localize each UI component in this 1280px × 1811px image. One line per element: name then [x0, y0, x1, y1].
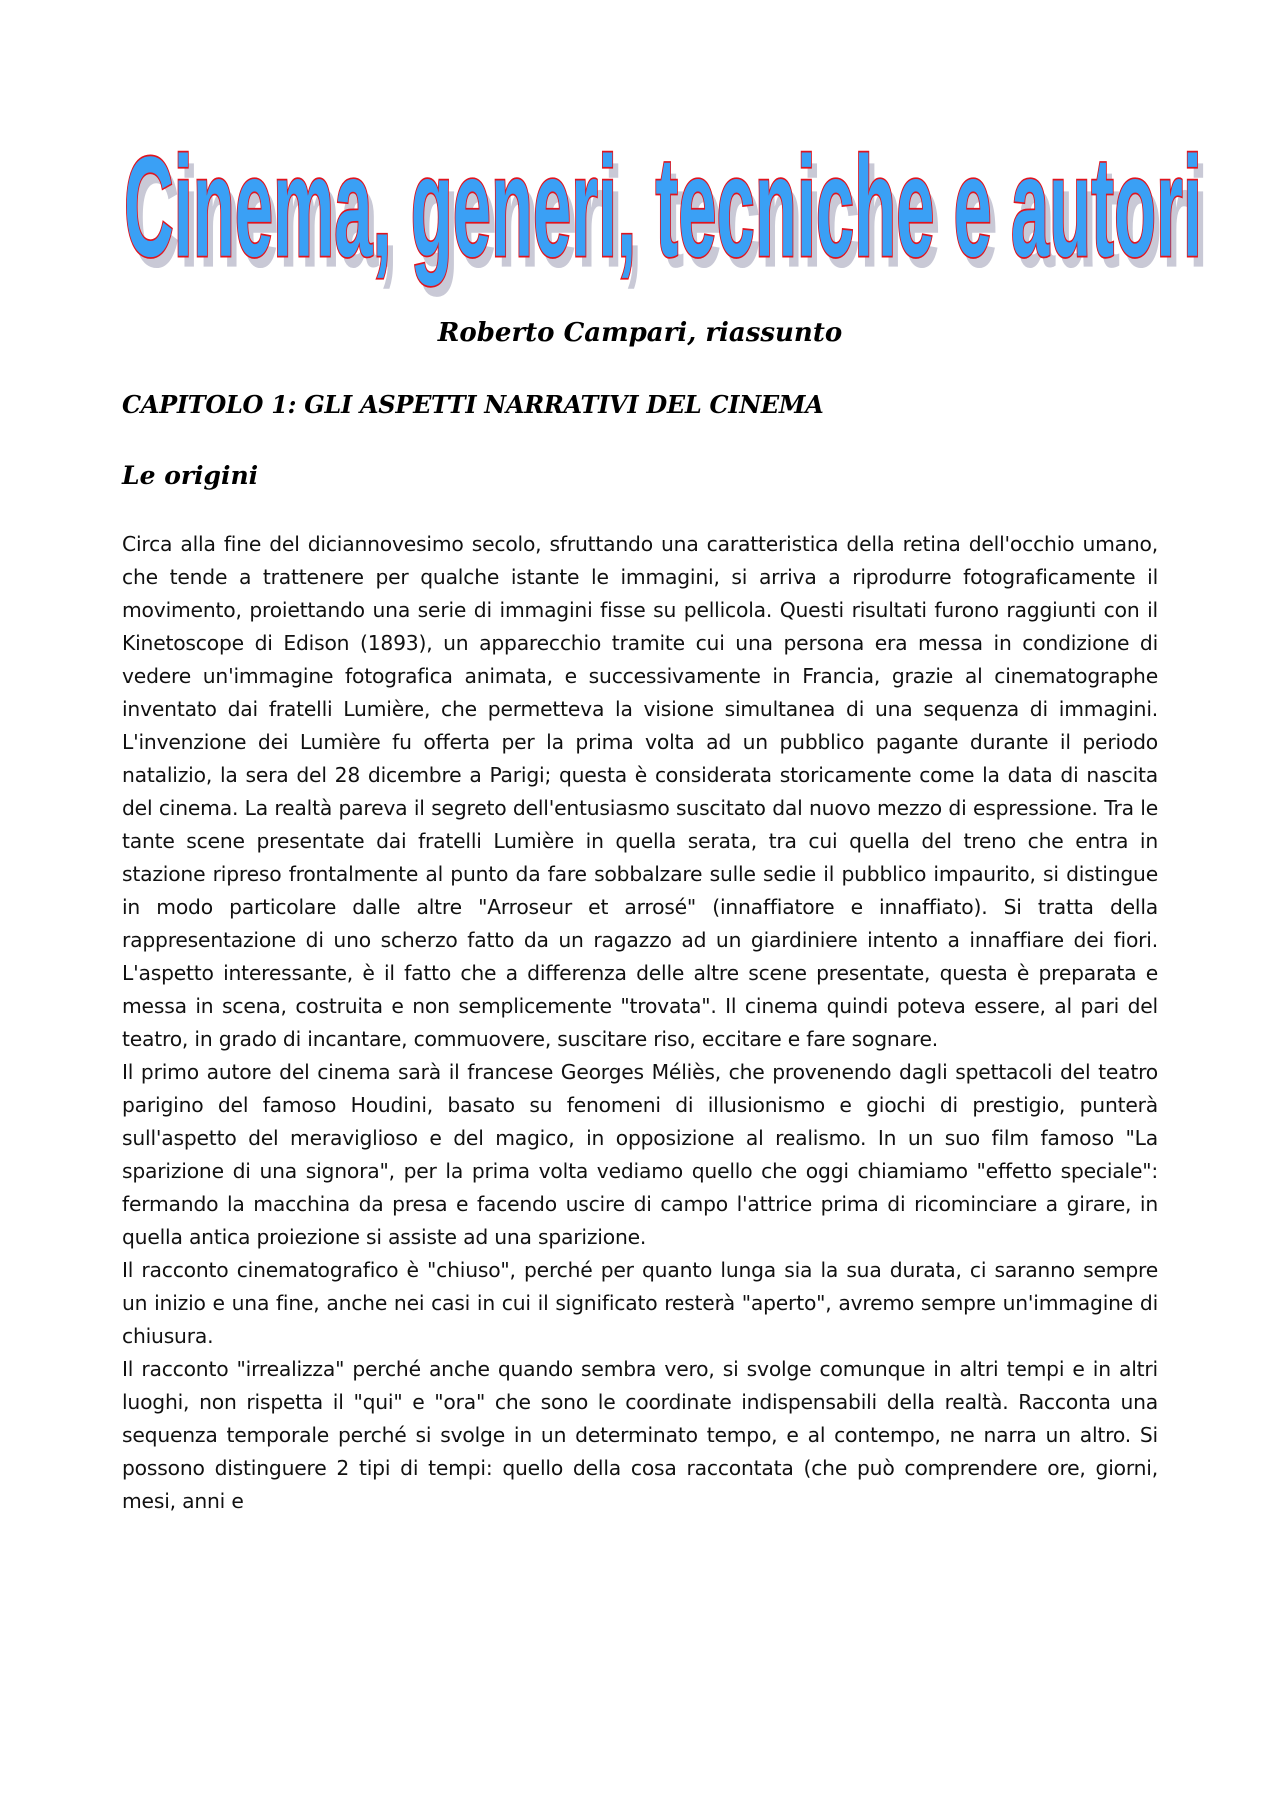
title-wordart-svg [118, 127, 1209, 298]
document-subtitle: Roberto Campari, riassunto [437, 318, 843, 348]
paragraph: Il primo autore del cinema sarà il francese Georges Méliès, che provenendo dagli spettacoli del teatro parigino del famoso Houdini, basato su fenomeni di illusionismo e giochi di prestigio, punterà sull'aspetto del meraviglioso e del magico, in opposizione al realismo. In un suo film famoso "La sparizione di una signora", per la prima volta vediamo quello che oggi chiamiamo "effetto speciale": fermando la macchina da presa e facendo uscire di campo l'attrice prima di ricominciare a girare, in quella antica proiezione si assiste ad una sparizione. [122, 1060, 1158, 1249]
section-heading: Le origini [122, 461, 259, 490]
title-shadow: Cinema, generi, tecniche e autori [130, 138, 1209, 298]
paragraph: Il racconto "irrealizza" perché anche quando sembra vero, si svolge comunque in altri tempi e in altri luoghi, non rispetta il "qui" e "ora" che sono le coordinate indispensabili della realtà. Racconta una sequenza temporale perché si svolge in un determinato tempo, e al contempo, ne narra un altro. Si possono distinguere 2 tipi di tempi: quello della cosa raccontata (che può comprendere ore, giorni, mesi, anni e [122, 1357, 1158, 1513]
chapter-heading: CAPITOLO 1: GLI ASPETTI NARRATIVI DEL CINEMA [122, 390, 824, 419]
document-title-wordart [118, 127, 1209, 298]
title-text: Cinema, generi, tecniche e autori [124, 127, 1203, 287]
paragraph: Il racconto cinematografico è "chiuso", perché per quanto lunga sia la sua durata, ci saranno sempre un inizio e una fine, anche nei casi in cui il significato resterà "aperto", avremo sempre un'immagine di chiusura. [122, 1258, 1158, 1348]
paragraph: Circa alla fine del diciannovesimo secolo, sfruttando una caratteristica della retina dell'occhio umano, che tende a trattenere per qualche istante le immagini, si arriva a riprodurre fotograficamente il movimento, proiettando una serie di immagini fisse su pellicola. Questi risultati furono raggiunti con il Kinetoscope di Edison (1893), un apparecchio tramite cui una persona era messa in condizione di vedere un'immagine fotografica animata, e successivamente in Francia, grazie al cinematographe inventato dai fratelli Lumière, che permetteva la visione simultanea di una sequenza di immagini. L'invenzione dei Lumière fu offerta per la prima volta ad un pubblico pagante durante il periodo natalizio, la sera del 28 dicembre a Parigi; questa è considerata storicamente come la data di nascita del cinema. La realtà pareva il segreto dell'entusiasmo suscitato dal nuovo mezzo di espressione. Tra le tante scene presentate dai fratelli Lumière in quella serata, tra cui quella del treno che entra in stazione ripreso frontalmente al punto da fare sobbalzare sulle sedie il pubblico impaurito, si distingue in modo particolare dalle altre "Arroseur et arrosé" (innaffiatore e innaffiato). Si tratta della rappresentazione di uno scherzo fatto da un ragazzo ad un giardiniere intento a innaffiare dei fiori. L'aspetto interessante, è il fatto che a differenza delle altre scene presentate, questa è preparata e messa in scena, costruita e non semplicemente "trovata". Il cinema quindi poteva essere, al pari del teatro, in grado di incantare, commuovere, suscitare riso, eccitare e fare sognare. [122, 532, 1158, 1051]
body-text [122, 528, 1158, 1518]
